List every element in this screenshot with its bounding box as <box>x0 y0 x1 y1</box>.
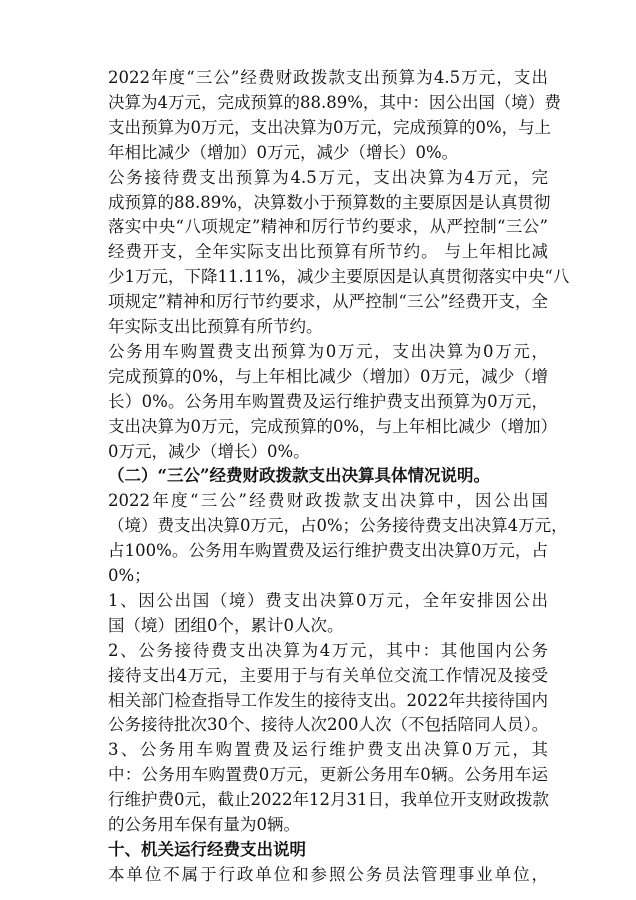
paragraph-line: 项规定”精神和厉行节约要求，从严控制“三公”经费开支，全 <box>108 292 548 312</box>
section-heading: 十、机关运行经费支出说明 <box>108 839 306 859</box>
paragraph-line: 年实际支出比预算有所节约。 <box>108 317 323 336</box>
paragraph-line: 占100%。公务用车购置费及运行维护费支出决算0万元，占 <box>108 541 548 561</box>
paragraph-line: 3、公务用车购置费及运行维护费支出决算0万元，其 <box>108 740 548 760</box>
paragraph-line: 1、因公出国（境）费支出决算0万元，全年安排因公出 <box>108 590 548 610</box>
paragraph-line: 中：公务用车购置费0万元，更新公务用车0辆。公务用车运 <box>108 765 548 785</box>
paragraph-line: 0万元，减少（增长）0%。 <box>108 441 310 461</box>
paragraph-line: 国（境）团组0个，累计0人次。 <box>108 615 344 635</box>
paragraph-line: 决算为4万元，完成预算的88.89%，其中：因公出国（境）费 <box>108 92 561 112</box>
paragraph-line: 公务用车购置费支出预算为0万元，支出决算为0万元， <box>108 341 548 361</box>
paragraph-line: 2022年度“三公”经费财政拨款支出预算为4.5万元，支出 <box>108 68 548 87</box>
paragraph-line: 0%； <box>108 566 151 585</box>
paragraph-line: 行维护费0元，截止2022年12月31日，我单位开支财政拨款 <box>108 790 549 810</box>
paragraph-line: 经费开支，全年实际支出比预算有所节约。 与上年相比减 <box>108 242 548 262</box>
paragraph-line: 成预算的88.89%，决算数小于预算数的主要原因是认真贯彻 <box>108 192 551 212</box>
paragraph-line: 本单位不属于行政单位和参照公务员法管理事业单位， <box>108 864 548 884</box>
section-heading: （二）“三公”经费财政拨款支出决算具体情况说明。 <box>108 466 490 486</box>
paragraph-line: 2022年度“三公”经费财政拨款支出决算中，因公出国 <box>108 491 548 511</box>
paragraph-line: 落实中央“八项规定”精神和厉行节约要求，从严控制“三公” <box>108 217 548 237</box>
paragraph-line: 少1万元，下降11.11%，减少主要原因是认真贯彻落实中央“八 <box>108 267 570 287</box>
paragraph-line: 的公务用车保有量为0辆。 <box>108 815 300 834</box>
paragraph-line: 支出决算为0万元，完成预算的0%，与上年相比减少（增加） <box>108 416 558 436</box>
paragraph-line: 长）0%。公务用车购置费及运行维护费支出预算为0万元， <box>108 391 548 411</box>
paragraph-line: 公务接待费支出预算为4.5万元，支出决算为4万元，完 <box>108 167 548 187</box>
paragraph-line: 公务接待批次30个、接待人次200人次（不包括陪同人员）。 <box>108 715 549 735</box>
paragraph-line: 年相比减少（增加）0万元，减少（增长）0%。 <box>108 142 459 162</box>
paragraph-line: 完成预算的0%，与上年相比减少（增加）0万元，减少（增 <box>108 366 548 386</box>
paragraph-line: 相关部门检查指导工作发生的接待支出。2022年共接待国内 <box>108 690 548 710</box>
paragraph-line: 支出预算为0万元，支出决算为0万元，完成预算的0%，与上 <box>108 117 552 137</box>
paragraph-line: 接待支出4万元，主要用于与有关单位交流工作情况及接受 <box>108 665 548 685</box>
paragraph-line: （境）费支出决算0万元，占0%；公务接待费支出决算4万元， <box>108 516 568 536</box>
paragraph-line: 2、公务接待费支出决算为4万元，其中：其他国内公务 <box>108 640 548 660</box>
